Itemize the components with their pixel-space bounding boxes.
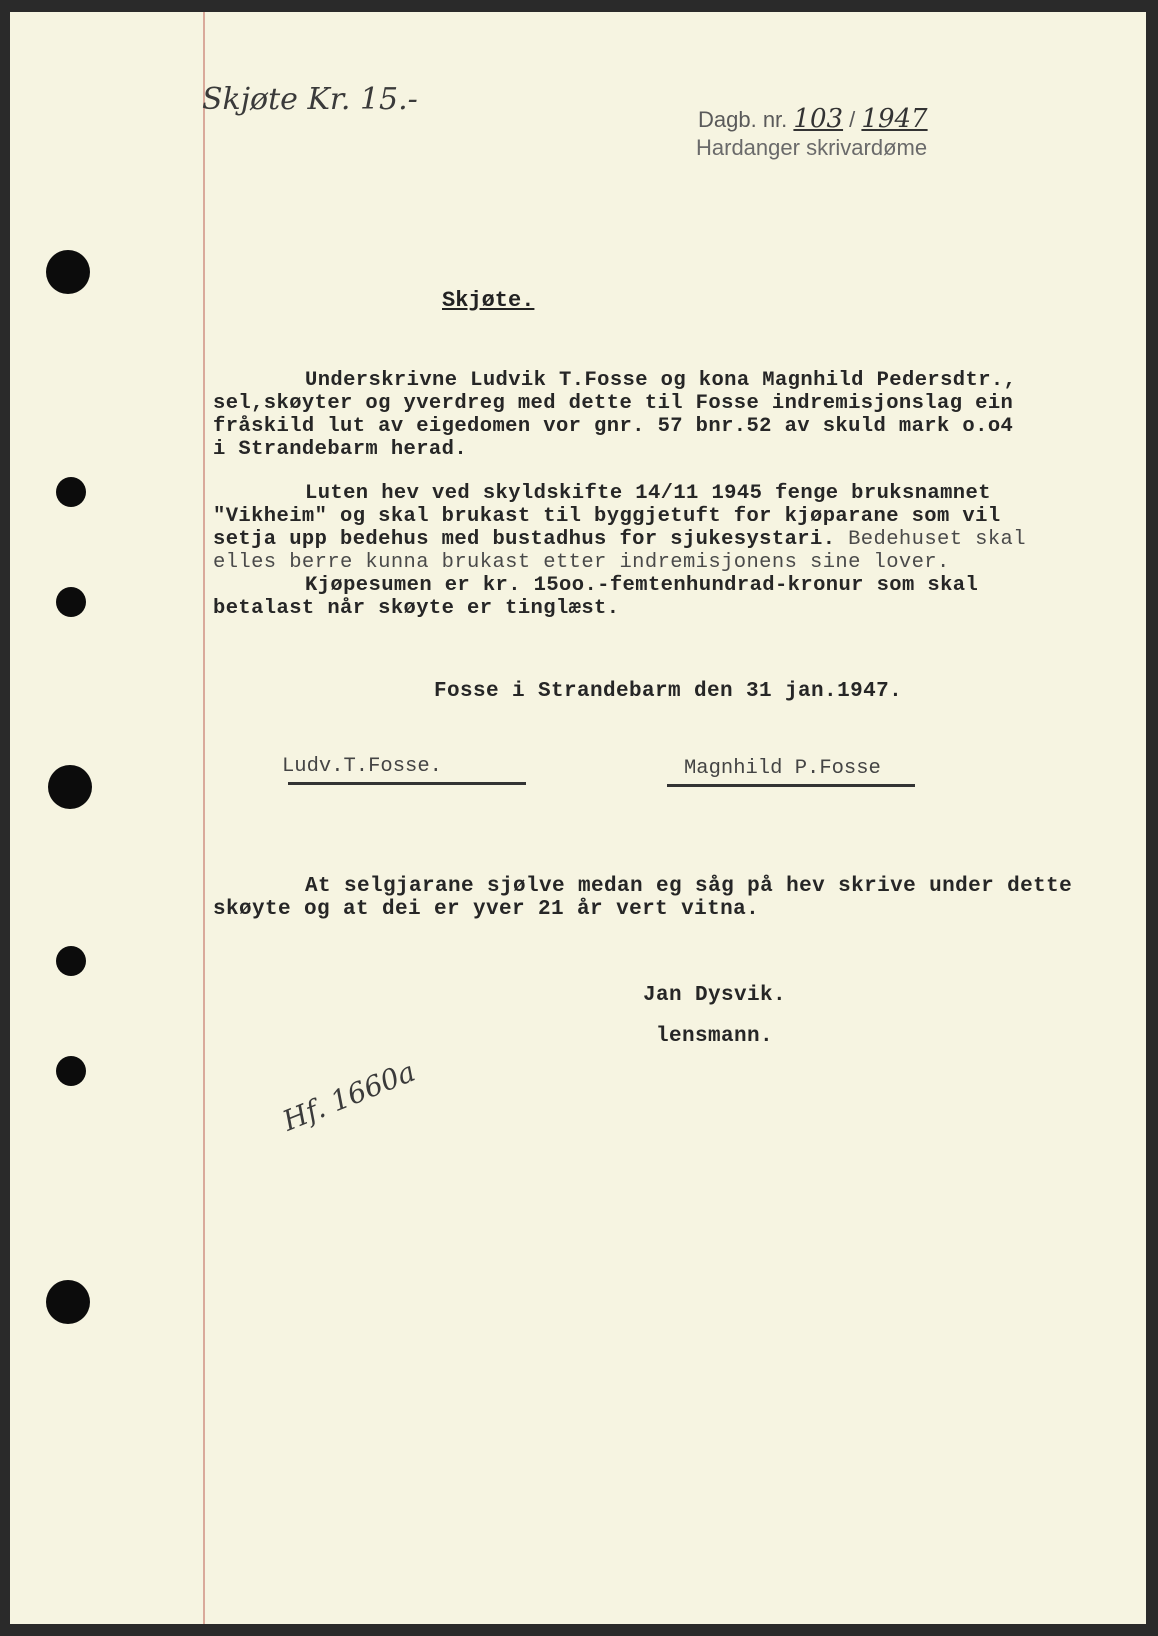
stamp-number: 103 [793, 104, 844, 134]
handwritten-footer-note: Hf. 1660a [278, 1054, 420, 1138]
paragraph1-line: fråskild lut av eigedomen vor gnr. 57 bnr.52 av skuld mark o.o4 [213, 415, 1014, 438]
paragraph1-line: sel,skøyter og yverdreg med dette til Fosse indremisjonslag ein [213, 392, 1014, 415]
paragraph1-line: i Strandebarm herad. [213, 438, 468, 461]
seller2-signature: Magnhild P.Fosse [684, 757, 881, 780]
binder-hole [56, 477, 86, 507]
signature-line [667, 784, 915, 787]
handwritten-note: Skjøte Kr. 15.- [202, 82, 418, 117]
signature-line [288, 782, 526, 785]
place-date: Fosse i Strandebarm den 31 jan.1947. [434, 680, 903, 703]
document-page [10, 12, 1146, 1624]
registry-stamp-line2: Hardanger skrivardøme [696, 135, 928, 160]
stamp-separator: / [849, 107, 856, 132]
seller1-signature: Ludv.T.Fosse. [282, 755, 442, 778]
registry-stamp-line1 [698, 104, 928, 134]
binder-hole [56, 587, 86, 617]
stamp-prefix: Dagb. nr. [698, 107, 788, 132]
stamp-year: 1947 [861, 104, 928, 134]
official-name: Jan Dysvik. [643, 984, 787, 1007]
document-title: Skjøte. [442, 288, 535, 313]
binder-hole [56, 1056, 86, 1086]
paragraph2-light-tail: Bedehuset skal [848, 528, 1026, 551]
paragraph3-line: betalast når skøyte er tinglæst. [213, 597, 620, 620]
paragraph1-line: Underskrivne Ludvik T.Fosse og kona Magnhild Pedersdtr., [305, 369, 1017, 392]
paragraph3-line: Kjøpesumen er kr. 15oo.-femtenhundrad-kronur som skal [305, 574, 979, 597]
paragraph2-text: setja upp bedehus med bustadhus for sjukesystari. [213, 528, 836, 551]
binder-hole [56, 946, 86, 976]
binder-hole [46, 1280, 90, 1324]
paragraph2-line: Luten hev ved skyldskifte 14/11 1945 fenge bruksnamnet [305, 482, 991, 505]
margin-rule [203, 12, 205, 1624]
paragraph2-light-line: elles berre kunna brukast etter indremisjonens sine lover. [213, 551, 950, 574]
official-title: lensmann. [656, 1025, 774, 1048]
witness-line: skøyte og at dei er yver 21 år vert vitna. [213, 898, 760, 921]
witness-line: At selgjarane sjølve medan eg såg på hev skrive under dette [305, 875, 1073, 898]
binder-hole [48, 765, 92, 809]
binder-hole [46, 250, 90, 294]
paragraph2-line: "Vikheim" og skal brukast til byggjetuft for kjøparane som vil [213, 505, 1001, 528]
paragraph2-line [213, 528, 1026, 551]
